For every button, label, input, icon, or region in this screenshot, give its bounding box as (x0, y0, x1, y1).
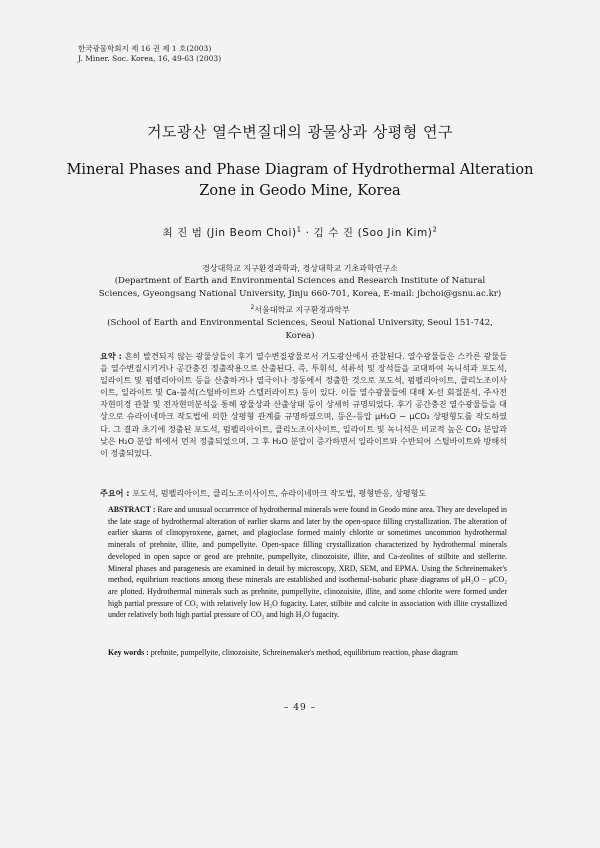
keywords-english (108, 647, 507, 659)
abstract-korean-label: 요약 : (100, 351, 122, 361)
author-1-sup: 1 (296, 225, 302, 234)
page-number: – 49 – (283, 703, 317, 713)
affiliation-2-korean-line (95, 301, 505, 317)
affiliation-1-english: (Department of Earth and Environmental Sciences and Research Institute of Natural Sciences, Gyeongsang National University, Jinju 660-701, Korea, E-mail: jbchoi@gsnu.ac.kr) (98, 276, 502, 299)
title-korean: 거도광산 열수변질대의 광물상과 상평형 연구 (147, 123, 453, 141)
abstract-english (108, 504, 507, 621)
abstract-korean (100, 350, 507, 459)
journal-citation-korean: 한국광물학회지 제 16 권 제 1 호(2003) (78, 44, 212, 53)
author-2: 김 수 진 (Soo Jin Kim) (313, 227, 433, 239)
keywords-english-text: prehnite, pumpellyite, clinozoisite, Schreinemaker's method, equilibrium reaction, phase diagram (150, 648, 458, 657)
affiliations (95, 262, 505, 343)
affiliation-2-english: (School of Earth and Environmental Sciences, Seoul National University, Seoul 151-742, Korea) (107, 317, 493, 341)
journal-citation-english: J. Miner. Soc. Korea, 16, 49-63 (2003) (78, 54, 222, 63)
running-head (78, 44, 221, 64)
keywords-english-label: Key words : (108, 648, 149, 657)
keywords-korean-text: 포도석, 펌펠리아이트, 클리노조이사이트, 슈라이네마크 작도법, 평형반응, 상평형도 (132, 488, 427, 498)
affiliation-1-korean: 경상대학교 지구환경과학과, 경상대학교 기초과학연구소 (202, 264, 398, 273)
author-2-sup: 2 (432, 225, 438, 234)
abstract-english-label: ABSTRACT : (108, 505, 156, 514)
abstract-korean-text: 흔히 발견되지 않는 광물상들이 후기 열수변질광물로서 거도광산에서 관찰된다. 열수광물들은 스카른 광물들을 열수변질시키거나 공간충진 정출작용으로 산출된다. 즉, 투휘석, 석류석 및 장석들을 교대하여 녹니석과 포도석, 일라이트 및 펌펠리아이트 등을 산출하거나 열극이나 정동에서 정출한 것으로 포도석, 펌펠리아이트, 클리노조이사이트, 일라이트 및 Ca-불석(스틸바이트와 스텔러라이트) 등이 있다. 이들 열수광물들에 대해 X-선 회절분석, 주사전자현미경 관찰 및 전자현미분석을 통해 광물상과 산출상태 등이 상세히 규명되었다. 후기 공간충진 열수광물들을 대상으로 슈라이네마크 작도법에 의한 상평형 관계를 규명하였으며, 등온-등압 μH₂O − μCO₂ 상평형도를 작도하였다. 그 결과 초기에 정출된 포도석, 펌펠리아이트, 클리노조이사이트, 일라이트 및 녹니석은 비교적 높은 CO₂ 분압과 낮은 H₂O 분압 하에서 먼저 정출되었으며, 그 후 H₂O 분압이 증가하면서 일라이트와 수반되어 스틸바이트와 방해석이 정출되었다. (100, 351, 508, 458)
affiliation-2-korean: 서울대학교 지구환경과학부 (254, 305, 350, 315)
author-separator: · (301, 227, 314, 239)
affiliation-2-sup: 2 (250, 304, 255, 311)
abstract-english-text: Rare and unusual occurrence of hydrothermal minerals were found in Geodo mine area. They are developed in the late stage of hydrothermal alteration of earlier skarns and later by the open-space filling crystallization. The alteration of earlier skarns of clinopyroxene, garnet, and plagioclase formed mainly chlorite or sometimes uncommon hydrothermal minerals of prehnite, illite, and pumpellyite. Open-space filling crystallization characterized by hydrothermal minerals developed in open sapce or geod are prehnite, pumpellyite, clinozoisite, illite, and Ca-zeolites of stilbite and stellerite. Mineral phases and paragenesis are examined in detail by microscopy, XRD, SEM, and EPMA. Using the Schreinemaker's method, equibrium reactions among these minerals are established and isothemal-isobaric phase diagrams of μH₂O − μCO₂ are plotted. Hydrothermal minerals such as prehnite, pumpellyite, clinozoisite, illite, and some chlorite were formed under high partial pressure of CO₂ with relatively low H₂O fugacity. Later, stilbite and calcite in association with illite crystallized under relatively both high partial pressure of CO₂ and high H₂O fugacity. (108, 505, 507, 620)
author-1: 최 진 범 (Jin Beom Choi) (162, 227, 297, 239)
keywords-korean (100, 487, 507, 499)
keywords-korean-label: 주요어 : (100, 488, 130, 498)
title-english: Mineral Phases and Phase Diagram of Hydrothermal Alteration Zone in Geodo Mine, Korea (66, 162, 534, 199)
author-line (0, 225, 600, 240)
